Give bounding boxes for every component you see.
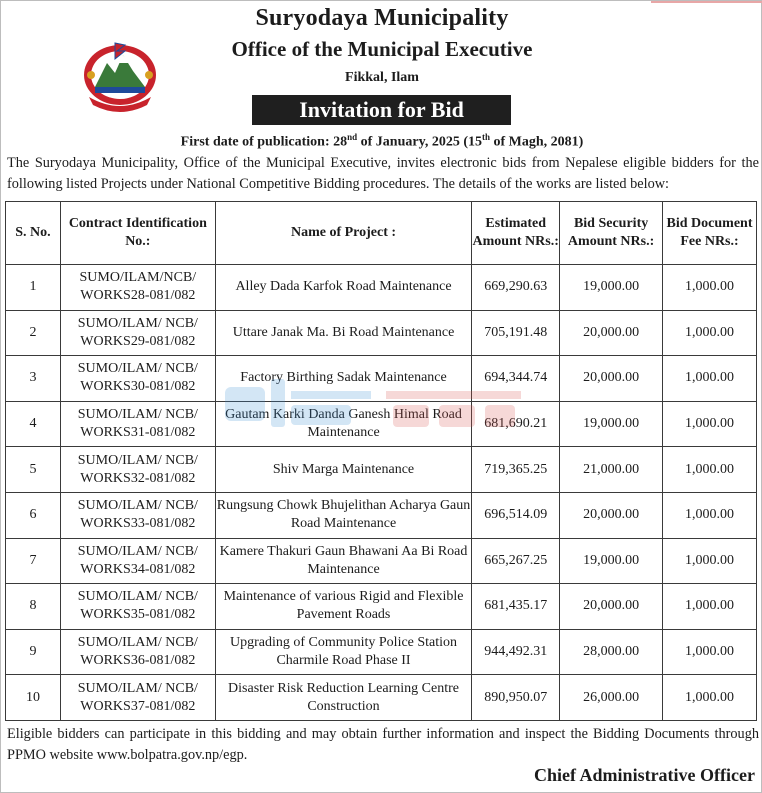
publication-prefix: First date of publication: 28 [180,134,348,150]
publication-date [1,132,762,151]
table-row [6,265,757,311]
cell-document-fee: 1,000.00 [663,538,757,584]
contract-id-line2: WORKS36-081/082 [80,653,196,669]
cell-project-name: Rungsung Chowk Bhujelithan Acharya Gaun Road Maintenance [215,492,471,538]
table-row [6,675,757,721]
contract-id-line1: SUMO/ILAM/NCB/ [79,270,197,286]
header-bid-security: Bid Security Amount NRs.: [560,202,663,265]
cell-project-name: Disaster Risk Reduction Learning Centre Construction [215,675,471,721]
contract-id-line2: WORKS29-081/082 [80,333,196,349]
cell-sn: 1 [6,265,61,311]
cell-estimated-amount: 705,191.48 [472,310,560,356]
table-body [6,265,757,721]
cell-estimated-amount: 694,344.74 [472,356,560,402]
cell-sn: 4 [6,401,61,447]
bid-table [5,201,757,721]
office-location: Fikkal, Ilam [345,70,419,85]
contract-id-line1: SUMO/ILAM/ NCB/ [77,452,198,468]
cell-contract-id [60,584,215,630]
cell-estimated-amount: 665,267.25 [472,538,560,584]
contract-id-line2: WORKS32-081/082 [80,470,196,486]
cell-document-fee: 1,000.00 [663,356,757,402]
contract-id-line1: SUMO/ILAM/ NCB/ [77,361,198,377]
cell-document-fee: 1,000.00 [663,492,757,538]
publication-suffix: of Magh, 2081) [490,134,584,150]
municipality-name: Suryodaya Municipality [255,5,509,31]
cell-estimated-amount: 890,950.07 [472,675,560,721]
cell-estimated-amount: 681,690.21 [472,401,560,447]
contract-id-line1: SUMO/ILAM/ NCB/ [77,680,198,696]
cell-bid-security: 19,000.00 [560,538,663,584]
cell-estimated-amount: 669,290.63 [472,265,560,311]
cell-contract-id [60,356,215,402]
cell-bid-security: 26,000.00 [560,675,663,721]
cell-document-fee: 1,000.00 [663,447,757,493]
cell-bid-security: 19,000.00 [560,265,663,311]
cell-contract-id [60,492,215,538]
cell-bid-security: 21,000.00 [560,447,663,493]
cell-project-name: Upgrading of Community Police Station Charmile Road Phase II [215,629,471,675]
contract-id-line1: SUMO/ILAM/ NCB/ [77,543,198,559]
contract-id-line2: WORKS31-081/082 [80,425,196,441]
cell-project-name: Factory Birthing Sadak Maintenance [215,356,471,402]
cell-bid-security: 20,000.00 [560,584,663,630]
publication-sup-nepali-day: th [481,132,490,142]
cell-bid-security: 20,000.00 [560,492,663,538]
cell-bid-security: 19,000.00 [560,401,663,447]
cell-sn: 9 [6,629,61,675]
cell-sn: 10 [6,675,61,721]
notice-title-banner: Invitation for Bid [252,95,511,125]
cell-estimated-amount: 696,514.09 [472,492,560,538]
table-row [6,584,757,630]
cell-project-name: Gautam Karki Danda Ganesh Himal Road Maintenance [215,401,471,447]
cell-project-name: Shiv Marga Maintenance [215,447,471,493]
header-estimated-amount: Estimated Amount NRs.: [472,202,560,265]
cell-estimated-amount: 681,435.17 [472,584,560,630]
intro-paragraph: The Suryodaya Municipality, Office of the Municipal Executive, invites electronic bids from Nepalese eligible bidders for the following listed Projects under National Competitive Bidding procedures. The details of the works are listed below: [7,155,759,192]
contract-id-line2: WORKS30-081/082 [80,379,196,395]
contract-id-line2: WORKS28-081/082 [80,288,196,304]
cell-document-fee: 1,000.00 [663,310,757,356]
table-row [6,310,757,356]
cell-bid-security: 20,000.00 [560,310,663,356]
table-header-row [6,202,757,265]
cell-contract-id [60,675,215,721]
cell-project-name: Uttare Janak Ma. Bi Road Maintenance [215,310,471,356]
contract-id-line1: SUMO/ILAM/ NCB/ [77,589,198,605]
cell-project-name: Alley Dada Karfok Road Maintenance [215,265,471,311]
contract-id-line2: WORKS37-081/082 [80,698,196,714]
cell-contract-id [60,447,215,493]
signatory-title: Chief Administrative Officer [534,765,755,785]
header-document-fee: Bid Document Fee NRs.: [663,202,757,265]
publication-mid: of January, 2025 (15 [357,134,482,150]
cell-sn: 6 [6,492,61,538]
cell-document-fee: 1,000.00 [663,584,757,630]
table-row [6,492,757,538]
table-row [6,629,757,675]
table-row [6,538,757,584]
cell-contract-id [60,265,215,311]
cell-document-fee: 1,000.00 [663,675,757,721]
cell-document-fee: 1,000.00 [663,629,757,675]
table-row [6,401,757,447]
cell-sn: 7 [6,538,61,584]
cell-contract-id [60,538,215,584]
cell-estimated-amount: 719,365.25 [472,447,560,493]
cell-bid-security: 28,000.00 [560,629,663,675]
table-row [6,447,757,493]
contract-id-line2: WORKS33-081/082 [80,516,196,532]
header-contract-id: Contract Identification No.: [60,202,215,265]
cell-sn: 2 [6,310,61,356]
footer-paragraph: Eligible bidders can participate in this bidding and may obtain further information and inspect the Bidding Documents through PPMO website www.bolpatra.gov.np/egp. [7,726,759,763]
header-project-name: Name of Project : [215,202,471,265]
cell-contract-id [60,310,215,356]
contract-id-line1: SUMO/ILAM/ NCB/ [77,635,198,651]
top-edge-strip [651,1,762,3]
cell-sn: 8 [6,584,61,630]
contract-id-line2: WORKS35-081/082 [80,607,196,623]
cell-document-fee: 1,000.00 [663,401,757,447]
cell-estimated-amount: 944,492.31 [472,629,560,675]
cell-document-fee: 1,000.00 [663,265,757,311]
contract-id-line2: WORKS34-081/082 [80,561,196,577]
publication-sup-day: nd [347,132,358,142]
cell-bid-security: 20,000.00 [560,356,663,402]
cell-project-name: Kamere Thakuri Gaun Bhawani Aa Bi Road Maintenance [215,538,471,584]
contract-id-line1: SUMO/ILAM/ NCB/ [77,498,198,514]
contract-id-line1: SUMO/ILAM/ NCB/ [77,315,198,331]
header-sn: S. No. [6,202,61,265]
table-row [6,356,757,402]
cell-sn: 5 [6,447,61,493]
contract-id-line1: SUMO/ILAM/ NCB/ [77,407,198,423]
cell-project-name: Maintenance of various Rigid and Flexible Pavement Roads [215,584,471,630]
cell-contract-id [60,401,215,447]
office-name: Office of the Municipal Executive [231,37,533,61]
cell-contract-id [60,629,215,675]
cell-sn: 3 [6,356,61,402]
